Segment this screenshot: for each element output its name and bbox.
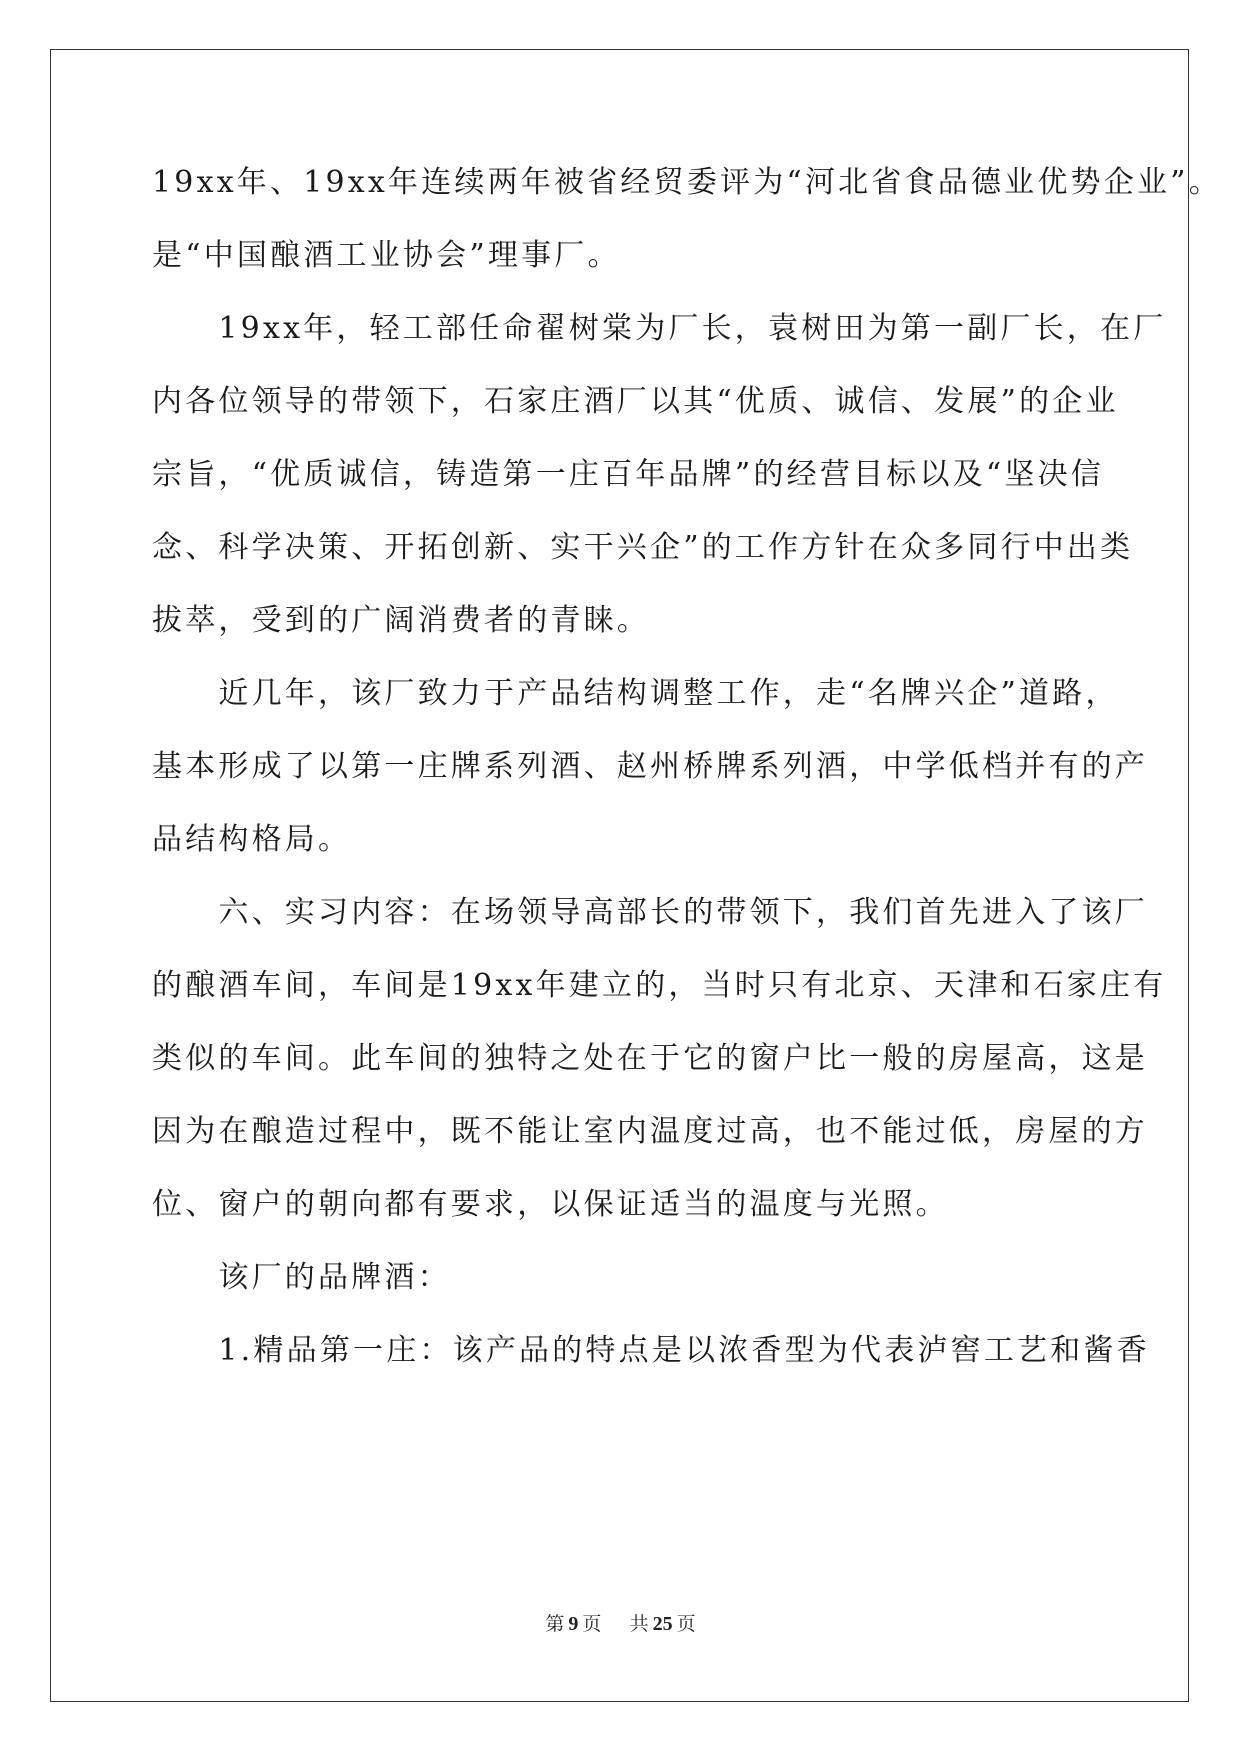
text-line: 拔萃，受到的广阔消费者的青睐。 (152, 603, 650, 638)
page-footer (0, 1609, 1241, 1636)
text-line: 该厂的品牌酒： (152, 1260, 451, 1295)
text-line: 19xx年、19xx年连续两年被省经贸委评为“河北省食品德业优势企业”。 (152, 165, 1222, 200)
text-line: 的酿酒车间，车间是19xx年建立的，当时只有北京、天津和石家庄有 (152, 968, 1167, 1003)
text-line: 念、科学决策、开拓创新、实干兴企”的工作方针在众多同行中出类 (152, 530, 1134, 565)
text-line: 是“中国酿酒工业协会”理事厂。 (152, 238, 621, 273)
total-pages: 25 (652, 1613, 673, 1635)
text-line: 内各位领导的带领下，石家庄酒厂以其“优质、诚信、发展”的企业 (152, 384, 1119, 419)
text-line: 品结构格局。 (152, 822, 352, 857)
footer-prefix: 第 (545, 1613, 565, 1635)
text-line: 19xx年，轻工部任命翟树棠为厂长，袁树田为第一副厂长，在厂 (152, 311, 1167, 346)
footer-total-prefix: 共 (629, 1613, 649, 1635)
text-line: 六、实习内容：在场领导高部长的带领下，我们首先进入了该厂 (152, 895, 1148, 930)
footer-total-suffix: 页 (676, 1613, 696, 1635)
text-line: 近几年，该厂致力于产品结构调整工作，走“名牌兴企”道路， (152, 676, 1119, 711)
text-line: 类似的车间。此车间的独特之处在于它的窗户比一般的房屋高，这是 (152, 1041, 1148, 1076)
text-line: 基本形成了以第一庄牌系列酒、赵州桥牌系列酒，中学低档并有的产 (152, 749, 1148, 784)
page-border (50, 49, 1189, 1702)
footer-page-suffix: 页 (582, 1613, 602, 1635)
text-line: 因为在酿造过程中，既不能让室内温度过高，也不能过低，房屋的方 (152, 1114, 1148, 1149)
text-line: 宗旨，“优质诚信，铸造第一庄百年品牌”的经营目标以及“坚决信 (152, 457, 1105, 492)
page-number: 9 (568, 1613, 579, 1635)
text-line: 位、窗户的朝向都有要求，以保证适当的温度与光照。 (152, 1187, 949, 1222)
text-line: 1.精品第一庄：该产品的特点是以浓香型为代表泸窖工艺和酱香 (152, 1333, 1150, 1368)
